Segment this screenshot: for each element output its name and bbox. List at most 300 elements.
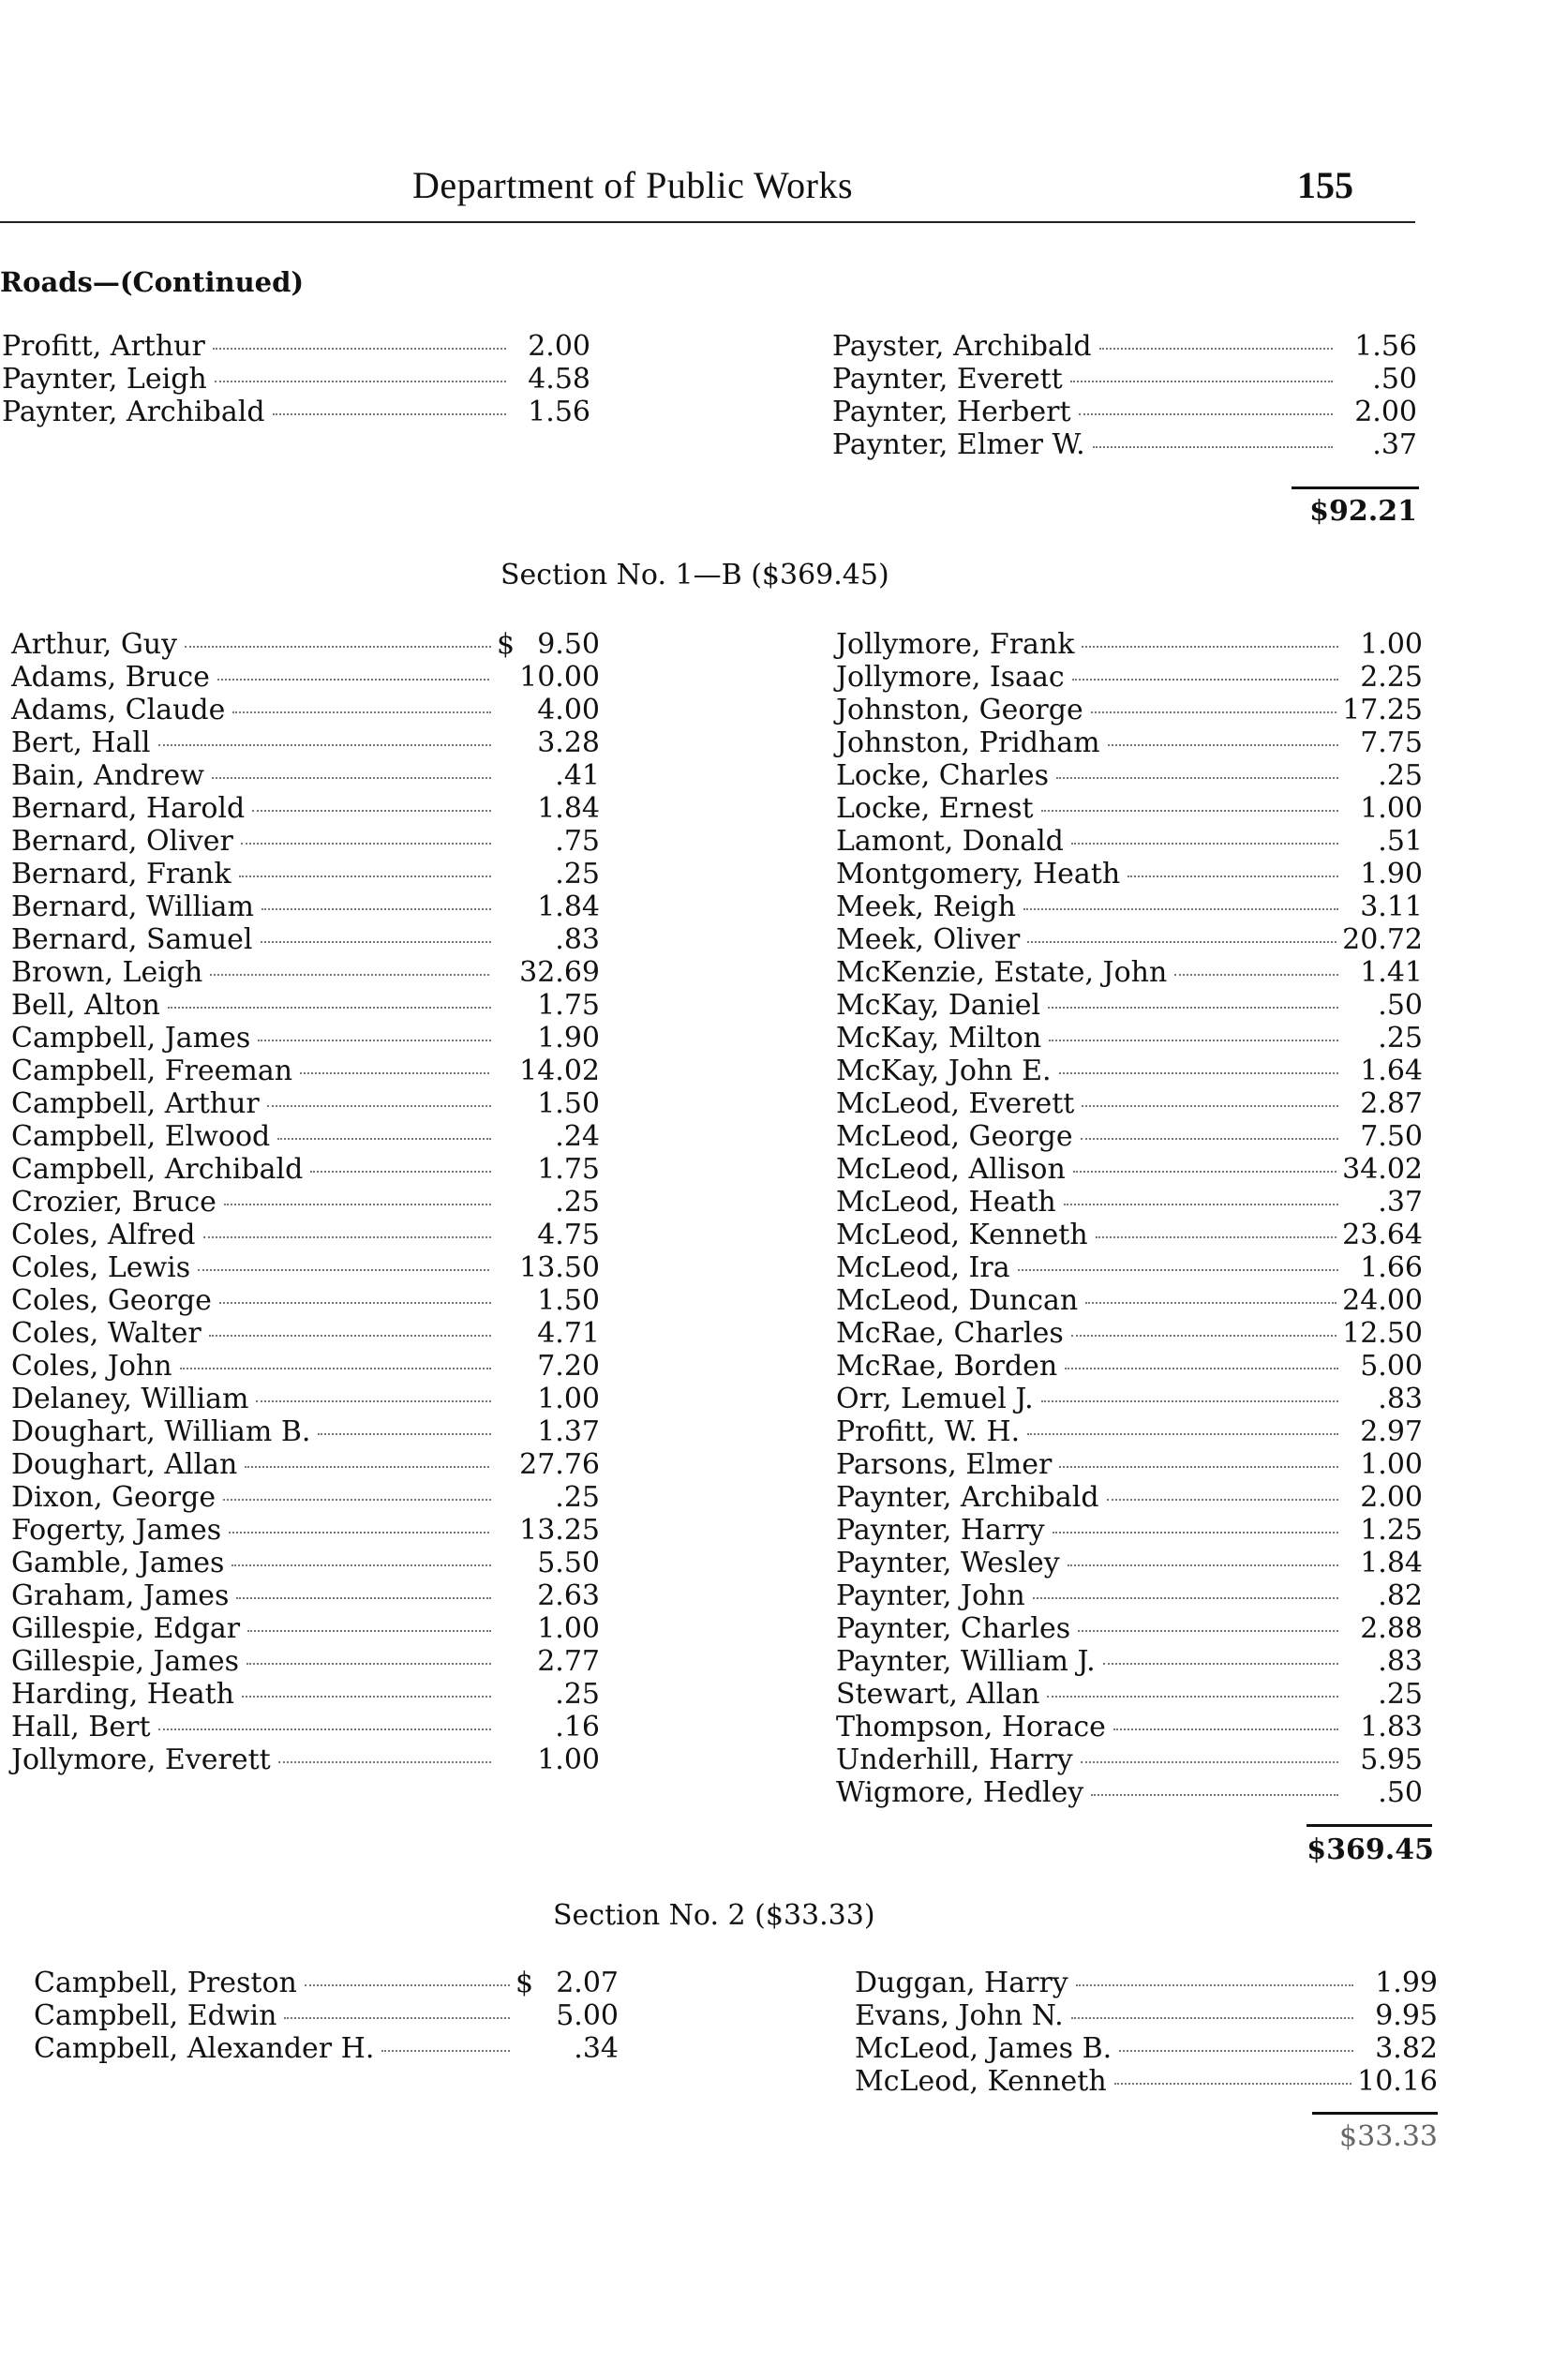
amount-value: 13.50 (519, 1251, 600, 1284)
entry-name: Stewart, Allan (836, 1678, 1040, 1711)
amount-value: 1.00 (537, 1743, 600, 1776)
ledger-entry (11, 1415, 600, 1448)
entry-name: Thompson, Horace (836, 1711, 1106, 1743)
dot-leader (1093, 446, 1333, 448)
amount-value: 10.16 (1357, 2065, 1438, 2098)
amount-value: .37 (1372, 428, 1417, 461)
amount-value: 32.69 (519, 956, 600, 989)
amount-value: 1.25 (1360, 1514, 1423, 1547)
amount-value: 14.02 (519, 1055, 600, 1087)
entry-name: Coles, John (11, 1350, 172, 1383)
ledger-entry (2, 396, 590, 428)
dot-leader (1114, 2083, 1351, 2085)
ledger-entry (34, 1999, 619, 2032)
top-total: $92.21 (1309, 495, 1417, 528)
entry-name: Adams, Claude (11, 694, 226, 726)
entry-amount (497, 1087, 600, 1120)
entry-amount (1344, 825, 1423, 858)
entry-amount (1357, 2065, 1438, 2098)
dot-leader (1056, 777, 1338, 779)
entry-name: Paynter, John (836, 1579, 1025, 1612)
dot-leader (212, 777, 491, 779)
amount-value: 2.07 (556, 1967, 619, 1999)
dot-leader (1085, 1302, 1337, 1304)
entry-name: Bernard, Oliver (11, 825, 233, 858)
dot-leader (231, 1564, 491, 1566)
entry-amount (497, 1645, 600, 1678)
entry-name: Campbell, Edwin (34, 1999, 277, 2032)
ledger-entry (11, 890, 600, 923)
ledger-entry (11, 989, 600, 1022)
dot-leader (1096, 1236, 1337, 1238)
entry-amount (497, 1678, 600, 1711)
amount-value: 1.84 (537, 890, 600, 923)
entry-amount (1344, 792, 1423, 825)
amount-value: 1.84 (537, 792, 600, 825)
entry-amount (497, 694, 600, 726)
entry-name: McKay, John E. (836, 1055, 1052, 1087)
entry-amount (495, 1251, 600, 1284)
entry-name: McLeod, James B. (855, 2032, 1113, 2065)
dot-leader (1047, 1696, 1338, 1698)
entry-name: Bert, Hall (11, 726, 151, 759)
amount-value: 4.58 (528, 363, 590, 396)
amount-value: 1.56 (1354, 330, 1417, 363)
amount-value: 2.00 (528, 330, 590, 363)
currency-symbol: $ (497, 628, 515, 661)
dot-leader (1099, 348, 1333, 350)
currency-symbol: $ (515, 1967, 534, 1999)
entry-amount (495, 1055, 600, 1087)
amount-value: 2.25 (1360, 661, 1423, 694)
entry-name: Gillespie, Edgar (11, 1612, 241, 1645)
ledger-entry (11, 1711, 600, 1743)
ledger-entry (836, 1415, 1423, 1448)
entry-amount (1344, 1383, 1423, 1415)
dot-leader (168, 1007, 491, 1009)
entry-amount (515, 2032, 619, 2065)
dot-leader (180, 1368, 491, 1369)
entry-amount (1342, 1219, 1423, 1251)
entry-amount (497, 1153, 600, 1186)
entry-amount (497, 1743, 600, 1776)
entry-name: Paynter, Everett (832, 363, 1063, 396)
amount-value: 1.84 (1360, 1547, 1423, 1579)
amount-value: 1.00 (537, 1612, 600, 1645)
ledger-entry (11, 1284, 600, 1317)
dot-leader (210, 974, 489, 976)
entry-name: Harding, Heath (11, 1678, 234, 1711)
entry-name: Bernard, Samuel (11, 923, 253, 956)
entry-amount (497, 1317, 600, 1350)
ledger-entry (11, 1579, 600, 1612)
dot-leader (1078, 1630, 1338, 1632)
dot-leader (1059, 1072, 1338, 1074)
amount-value: .83 (1378, 1645, 1423, 1678)
entry-name: Hall, Bert (11, 1711, 151, 1743)
entry-name: McLeod, Allison (836, 1153, 1066, 1186)
amount-value: 5.95 (1360, 1743, 1423, 1776)
dot-leader (1072, 679, 1338, 681)
amount-value: .25 (555, 1481, 600, 1514)
entry-amount (1344, 1022, 1423, 1055)
entry-name: Graham, James (11, 1579, 230, 1612)
entry-amount (1338, 428, 1417, 461)
dot-leader (1127, 875, 1338, 877)
section-1b-total-rule (1307, 1824, 1432, 1827)
amount-value: .16 (555, 1711, 600, 1743)
amount-value: .83 (555, 923, 600, 956)
amount-value: 1.75 (537, 989, 600, 1022)
entry-amount (515, 1967, 619, 1999)
entry-amount (497, 890, 600, 923)
ledger-entry (855, 2065, 1438, 2098)
entry-name: Paynter, Elmer W. (832, 428, 1085, 461)
amount-value: .51 (1378, 825, 1423, 858)
amount-value: .25 (555, 1186, 600, 1219)
ledger-entry (11, 1514, 600, 1547)
ledger-entry (836, 1645, 1423, 1678)
amount-value: 1.83 (1360, 1711, 1423, 1743)
amount-value: 1.50 (537, 1087, 600, 1120)
amount-value: .50 (1378, 989, 1423, 1022)
entry-name: Campbell, Arthur (11, 1087, 260, 1120)
amount-value: .25 (1378, 759, 1423, 792)
amount-value: 1.99 (1375, 1967, 1438, 1999)
entry-amount (1344, 1547, 1423, 1579)
entry-amount (497, 628, 600, 661)
dot-leader (1059, 1466, 1338, 1468)
entry-amount (497, 726, 600, 759)
ledger-entry (836, 1383, 1423, 1415)
entry-amount (1342, 923, 1423, 956)
section-2-title: Section No. 2 ($33.33) (553, 1899, 875, 1932)
ledger-entry (836, 661, 1423, 694)
ledger-entry (836, 1251, 1423, 1284)
entry-name: Campbell, Freeman (11, 1055, 293, 1087)
entry-name: McLeod, Heath (836, 1186, 1056, 1219)
ledger-entry (836, 1284, 1423, 1317)
entry-amount (497, 792, 600, 825)
entry-name: Bernard, William (11, 890, 254, 923)
section-2-total-rule (1312, 2112, 1438, 2115)
ledger-entry (11, 1612, 600, 1645)
entry-name: Underhill, Harry (836, 1743, 1073, 1776)
entry-name: Johnston, George (836, 694, 1083, 726)
ledger-entry (836, 1514, 1423, 1547)
ledger-entry (11, 726, 600, 759)
entry-amount (495, 1514, 600, 1547)
amount-value: 2.87 (1360, 1087, 1423, 1120)
ledger-entry (11, 1251, 600, 1284)
dot-leader (1091, 1794, 1338, 1796)
ledger-entry (836, 1678, 1423, 1711)
entry-name: Bernard, Harold (11, 792, 246, 825)
dot-leader (278, 1761, 491, 1763)
entry-name: Meek, Reigh (836, 890, 1016, 923)
dot-leader (213, 348, 506, 350)
dot-leader (1071, 1335, 1337, 1337)
dot-leader (318, 1433, 491, 1435)
amount-value: 7.75 (1360, 726, 1423, 759)
ledger-entry (11, 1678, 600, 1711)
ledger-entry (836, 1120, 1423, 1153)
entry-amount (497, 1350, 600, 1383)
entry-name: Fogerty, James (11, 1514, 222, 1547)
top-total-rule (1292, 486, 1419, 489)
amount-value: .50 (1372, 363, 1417, 396)
entry-amount (497, 1481, 600, 1514)
entry-amount (1338, 330, 1417, 363)
ledger-entry (11, 628, 600, 661)
entry-amount (515, 1999, 619, 2032)
dot-leader (232, 711, 491, 713)
dot-leader (1071, 2017, 1353, 2019)
amount-value: 1.00 (1360, 792, 1423, 825)
entry-amount (1344, 1612, 1423, 1645)
ledger-entry (11, 1481, 600, 1514)
dot-leader (1049, 1040, 1338, 1041)
entry-name: Gamble, James (11, 1547, 225, 1579)
amount-value: 2.88 (1360, 1612, 1423, 1645)
amount-value: 1.56 (528, 396, 590, 428)
dot-leader (1107, 1499, 1338, 1501)
amount-value: 9.95 (1375, 1999, 1438, 2032)
entry-name: Duggan, Harry (855, 1967, 1068, 1999)
entry-name: McLeod, Duncan (836, 1284, 1079, 1317)
entry-name: Campbell, Archibald (11, 1153, 304, 1186)
sub-heading: Roads—(Continued) (0, 266, 305, 298)
amount-value: 1.41 (1360, 956, 1423, 989)
dot-leader (1073, 1171, 1337, 1173)
entry-amount (497, 1383, 600, 1415)
page-number: 155 (1297, 164, 1353, 206)
dot-leader (1119, 2050, 1353, 2052)
entry-name: Profitt, W. H. (836, 1415, 1021, 1448)
entry-name: McLeod, Kenneth (836, 1219, 1088, 1251)
amount-value: 1.00 (1360, 628, 1423, 661)
amount-value: .75 (555, 825, 600, 858)
amount-value: 4.00 (537, 694, 600, 726)
header-rule (0, 221, 1415, 223)
page-header (0, 159, 1425, 216)
entry-amount (1344, 1186, 1423, 1219)
dot-leader (1018, 1269, 1338, 1271)
dot-leader (236, 1597, 491, 1599)
ledger-entry (836, 1776, 1423, 1809)
amount-value: .83 (1378, 1383, 1423, 1415)
ledger-entry (11, 1120, 600, 1153)
entry-name: McLeod, Everett (836, 1087, 1075, 1120)
ledger-entry (34, 2032, 619, 2065)
entry-name: Paynter, Archibald (2, 396, 265, 428)
ledger-entry (836, 1055, 1423, 1087)
amount-value: .34 (574, 2032, 619, 2065)
dot-leader (267, 1105, 491, 1107)
dot-leader (1081, 1761, 1338, 1763)
amount-value: 1.50 (537, 1284, 600, 1317)
ledger-entry (11, 923, 600, 956)
entry-name: Coles, Lewis (11, 1251, 191, 1284)
entry-name: Meek, Oliver (836, 923, 1021, 956)
dot-leader (1071, 843, 1338, 845)
dot-leader (300, 1072, 489, 1074)
entry-amount (1344, 1055, 1423, 1087)
dot-leader (223, 1499, 491, 1501)
entry-name: Paynter, Leigh (2, 363, 207, 396)
dot-leader (1068, 1564, 1338, 1566)
dot-leader (209, 1335, 491, 1337)
amount-value: 1.00 (1360, 1448, 1423, 1481)
dot-leader (284, 2017, 510, 2019)
dot-leader (1041, 1400, 1338, 1402)
amount-value: 1.37 (537, 1415, 600, 1448)
entry-name: Campbell, Elwood (11, 1120, 271, 1153)
entry-amount (1344, 1678, 1423, 1711)
section-2-right-column (855, 1967, 1438, 2098)
ledger-entry (836, 1317, 1423, 1350)
amount-value: .37 (1378, 1186, 1423, 1219)
dot-leader (247, 1630, 491, 1632)
entry-amount (1344, 1350, 1423, 1383)
entry-amount (497, 1415, 600, 1448)
ledger-entry (11, 1350, 600, 1383)
ledger-entry (11, 1219, 600, 1251)
dot-leader (381, 2050, 510, 2052)
amount-value: 7.50 (1360, 1120, 1423, 1153)
amount-value: 4.75 (537, 1219, 600, 1251)
entry-amount (1344, 1579, 1423, 1612)
dot-leader (252, 810, 491, 812)
amount-value: 1.00 (537, 1383, 600, 1415)
entry-name: Crozier, Bruce (11, 1186, 217, 1219)
entry-name: Lamont, Donald (836, 825, 1064, 858)
amount-value: 4.71 (537, 1317, 600, 1350)
entry-name: Campbell, Preston (34, 1967, 297, 1999)
dot-leader (310, 1171, 491, 1173)
ledger-entry (836, 956, 1423, 989)
ledger-entry (836, 1579, 1423, 1612)
ledger-entry (34, 1967, 619, 1999)
entry-amount (1342, 1153, 1423, 1186)
dot-leader (1070, 381, 1333, 382)
section-1b-title: Section No. 1—B ($369.45) (500, 559, 889, 591)
entry-amount (512, 363, 590, 396)
entry-name: Bell, Alton (11, 989, 160, 1022)
amount-value: 1.90 (537, 1022, 600, 1055)
amount-value: 7.20 (537, 1350, 600, 1383)
entry-amount (1342, 1317, 1423, 1350)
ledger-entry (11, 825, 600, 858)
top-right-column (832, 330, 1417, 461)
ledger-entry (832, 363, 1417, 396)
entry-amount (1344, 1448, 1423, 1481)
entry-name: Campbell, Alexander H. (34, 2032, 375, 2065)
entry-name: Parsons, Elmer (836, 1448, 1053, 1481)
entry-amount (497, 1711, 600, 1743)
entry-name: McKay, Milton (836, 1022, 1042, 1055)
ledger-entry (836, 1350, 1423, 1383)
dot-leader (219, 1302, 491, 1304)
ledger-entry (836, 923, 1423, 956)
entry-name: McRae, Borden (836, 1350, 1058, 1383)
ledger-entry (836, 628, 1423, 661)
dot-leader (1023, 908, 1338, 910)
amount-value: 23.64 (1342, 1219, 1423, 1251)
entry-name: Campbell, James (11, 1022, 251, 1055)
entry-amount (1344, 1711, 1423, 1743)
amount-value: 12.50 (1342, 1317, 1423, 1350)
amount-value: 1.90 (1360, 858, 1423, 890)
amount-value: 2.77 (537, 1645, 600, 1678)
entry-name: Paynter, Harry (836, 1514, 1045, 1547)
dot-leader (198, 1269, 489, 1271)
entry-amount (1342, 694, 1423, 726)
amount-value: 9.50 (537, 628, 600, 661)
entry-amount (1344, 858, 1423, 890)
ledger-entry (11, 1547, 600, 1579)
entry-amount (495, 661, 600, 694)
ledger-entry (832, 330, 1417, 363)
entry-amount (497, 923, 600, 956)
entry-name: Coles, Alfred (11, 1219, 196, 1251)
ledger-entry (11, 1317, 600, 1350)
entry-name: Coles, George (11, 1284, 212, 1317)
ledger-entry (11, 1153, 600, 1186)
amount-value: 1.64 (1360, 1055, 1423, 1087)
entry-name: Arthur, Guy (11, 628, 178, 661)
ledger-entry (836, 1743, 1423, 1776)
dot-leader (203, 1236, 492, 1238)
amount-value: .25 (555, 858, 600, 890)
entry-name: Orr, Lemuel J. (836, 1383, 1034, 1415)
amount-value: 17.25 (1342, 694, 1423, 726)
amount-value: 27.76 (519, 1448, 600, 1481)
ledger-entry (836, 1219, 1423, 1251)
ledger-entry (832, 396, 1417, 428)
amount-value: 2.63 (537, 1579, 600, 1612)
dot-leader (258, 1040, 491, 1041)
ledger-entry (11, 694, 600, 726)
dot-leader (261, 941, 491, 943)
running-head-title: Department of Public Works (412, 164, 854, 206)
dot-leader (305, 1984, 510, 1986)
entry-amount (1338, 396, 1417, 428)
ledger-entry (836, 792, 1423, 825)
amount-value: 3.28 (537, 726, 600, 759)
entry-name: Bain, Andrew (11, 759, 204, 792)
entry-name: Paynter, Wesley (836, 1547, 1060, 1579)
entry-amount (1344, 890, 1423, 923)
dot-leader (1048, 1007, 1338, 1009)
ledger-entry (836, 759, 1423, 792)
entry-amount (1344, 661, 1423, 694)
ledger-entry (836, 890, 1423, 923)
ledger-entry (836, 858, 1423, 890)
amount-value: 5.00 (1360, 1350, 1423, 1383)
dot-leader (1041, 810, 1338, 812)
entry-name: Paynter, Herbert (832, 396, 1071, 428)
entry-amount (1344, 726, 1423, 759)
entry-name: Profitt, Arthur (2, 330, 205, 363)
dot-leader (256, 1400, 491, 1402)
ledger-entry (836, 726, 1423, 759)
ledger-entry (836, 1186, 1423, 1219)
dot-leader (1033, 1597, 1338, 1599)
ledger-entry (11, 1448, 600, 1481)
dot-leader (1064, 1204, 1338, 1205)
dot-leader (277, 1138, 491, 1140)
